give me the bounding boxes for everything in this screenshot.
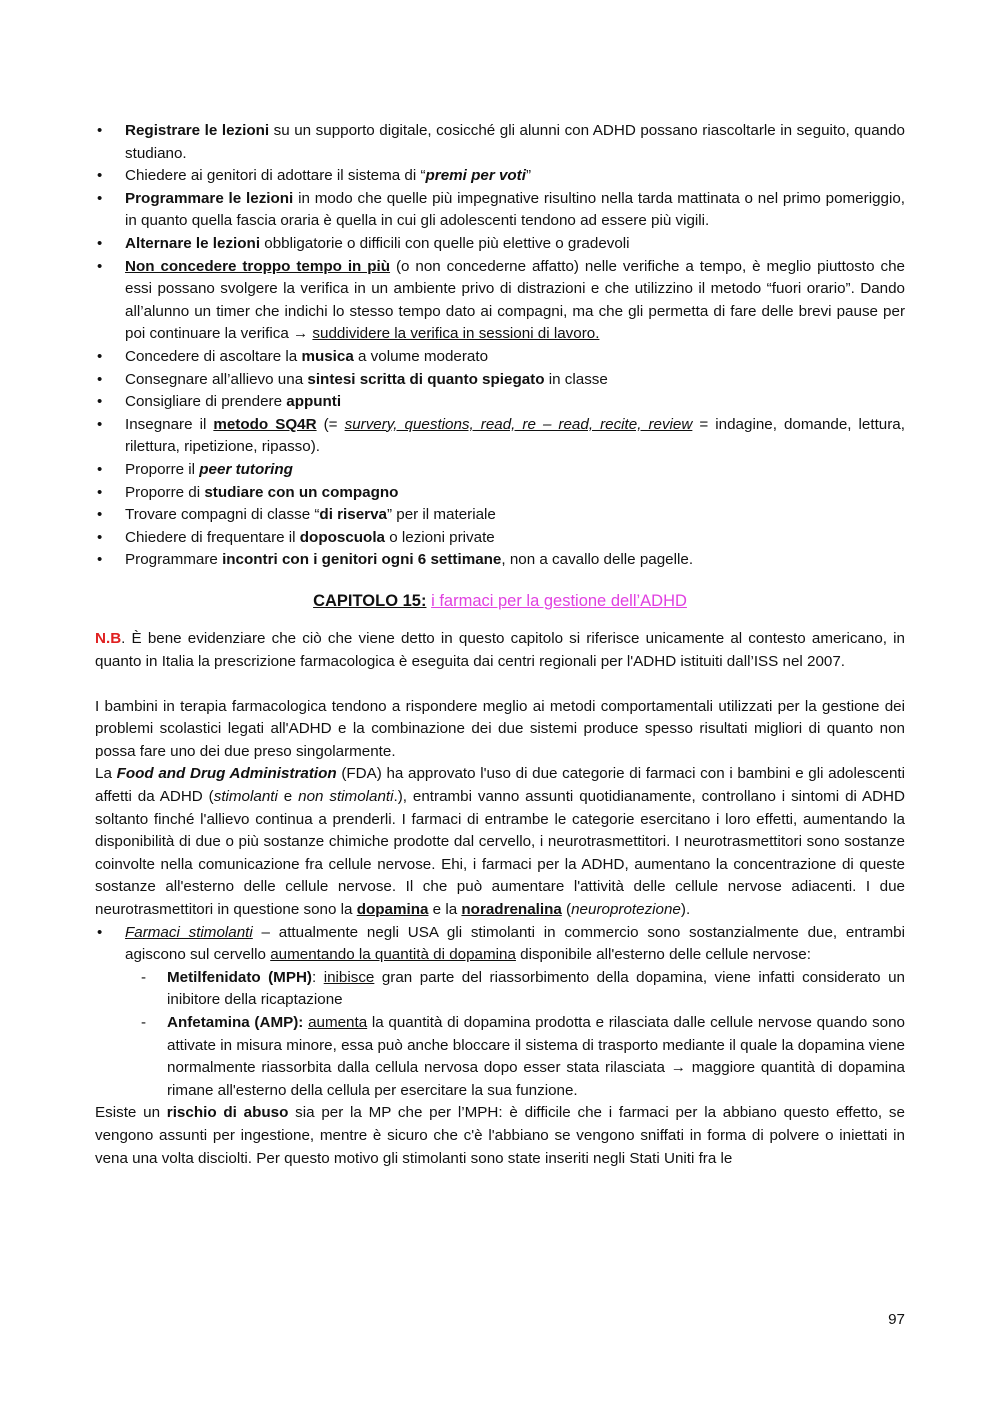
drugs-list xyxy=(95,967,905,1103)
text-run: obbligatorie o difficili con quelle più elettive o gradevoli xyxy=(260,234,630,252)
text-run: dopamina xyxy=(356,901,429,918)
text-run: : xyxy=(312,968,324,986)
text-run: Proporre di xyxy=(125,483,205,501)
text-run: ” xyxy=(525,167,532,185)
list-item xyxy=(95,482,905,505)
text-run: neuroprotezione xyxy=(571,901,681,918)
text-run: suddividere la verifica in sessioni di lavoro. xyxy=(312,325,600,343)
text-run: aumenta xyxy=(308,1013,368,1031)
text-run: aumentando la quantità di dopamina xyxy=(270,946,516,964)
text-run: sintesi scritta di quanto spiegato xyxy=(307,370,545,388)
stimulants-text xyxy=(125,924,905,964)
stimulants-list xyxy=(95,922,905,967)
text-run: Concedere di ascoltare la xyxy=(125,347,302,365)
list-item xyxy=(95,459,905,482)
document-page xyxy=(95,120,905,1170)
paragraph-fda xyxy=(95,763,905,921)
list-item xyxy=(95,527,905,550)
note-text: . È bene evidenziare che ciò che viene detto in questo capitolo si riferisce unicamente al contesto americano, in quanto in Italia la prescrizione farmacologica è eseguita dai centri regionali per l'ADHD istituiti dall’ISS nel 2007. xyxy=(95,630,905,671)
text-run: Esiste un xyxy=(95,1104,167,1122)
text-run: stimolanti xyxy=(213,788,278,806)
page-number: 97 xyxy=(888,1311,905,1328)
spacer xyxy=(95,674,905,696)
list-item-stimulants xyxy=(95,922,905,967)
list-item xyxy=(95,233,905,256)
text-run: premi per voti xyxy=(425,167,526,185)
chapter-title: i farmaci per la gestione dell’ADHD xyxy=(431,591,687,610)
drug-item-mph xyxy=(137,967,905,1012)
text-run: e la xyxy=(428,901,462,918)
text-run: Chiedere ai genitori di adottare il sistema di “ xyxy=(125,167,426,185)
text-run: (= xyxy=(316,415,345,433)
text-run: a volume moderato xyxy=(353,347,489,365)
chapter-heading xyxy=(95,590,905,613)
text-run: in modo che quelle più impegnative risultino nella tarda mattinata o nel primo pomeriggio, in quanto quella fascia oraria è quella in cui gli adolescenti tendono ad essere più vigili. xyxy=(125,189,905,230)
text-run: doposcuola xyxy=(299,528,385,546)
text-run: Programmare xyxy=(125,551,223,569)
text-run: metodo SQ4R xyxy=(213,415,317,433)
text-run: appunti xyxy=(286,393,342,411)
text-run: Food and Drug Administration xyxy=(116,765,337,783)
text-run: sia per la MP che per l’MPH: è difficile che i farmaci per la abbiano questo effetto, se vengono assunti per ingestione, mentre è sicuro che c'è l'abbiano se vengono sniffati in forma di polvere o iniettati in vena una volta disciolti. Per questo motivo gli stimolanti sono state inseriti negli Stati Uniti fra le xyxy=(95,1104,905,1167)
text-run: incontri con i genitori ogni 6 settimane xyxy=(222,551,502,569)
text-run: Proporre il xyxy=(125,460,200,478)
list-item xyxy=(95,391,905,414)
text-run: ). xyxy=(680,901,691,918)
list-item xyxy=(95,369,905,392)
text-run: peer tutoring xyxy=(199,460,293,478)
list-item xyxy=(95,188,905,233)
text-run: .), entrambi vanno assunti quotidianamente, controllano i sintomi di ADHD soltanto finché l'allievo continua a prenderli. I farmaci di entrambe le categorie esercitano i loro effetti, aumentando la disponibilità di due o più sostanze chimiche prodotte dal cervello, i neurotrasmettitori. I neurotrasmettitori sono sostanze coinvolte nella comunicazione fra cellule nervose. Ehi, i farmaci per la ADHD, aumentano la concentrazione di queste sostanze all'esterno delle cellule nervose. Il che può aumentare l'attività delle cellule nervose adiacenti. I due neurotrasmettitori in questione sono la xyxy=(95,788,905,918)
strategies-list xyxy=(95,120,905,572)
text-run: la quantità di dopamina prodotta e rilasciata dalle cellule nervose quando sono attivate in misura minore, essa può anche bloccare il sistema di trasporto mediante il quale la dopamina viene normalmente riassorbita dalla cellula nervosa dopo esser stata rilasciata → maggiore quantità di dopamina rimane all'esterno della cellula per esercitare la sua funzione. xyxy=(167,1013,905,1099)
text-run: ( xyxy=(561,901,572,918)
text-run: ” per il materiale xyxy=(386,506,496,524)
text-run: La xyxy=(95,765,117,783)
chapter-label: CAPITOLO 15: xyxy=(313,591,427,610)
paragraph-abuse xyxy=(95,1102,905,1170)
text-run: rischio di abuso xyxy=(166,1104,289,1122)
text-run: Consigliare di prendere xyxy=(125,393,287,411)
note-label: N.B xyxy=(95,630,122,648)
note-paragraph xyxy=(95,628,905,673)
text-run: (FDA) ha approvato l'uso di due categorie di farmaci con i bambini e gli adolescenti affetti da ADHD ( xyxy=(95,765,905,806)
text-run: Consegnare all’allievo una xyxy=(125,370,308,388)
text-run: – attualmente negli USA gli stimolanti in commercio sono sostanzialmente due, entrambi agiscono sul cervello xyxy=(125,923,905,964)
text-run: non stimolanti xyxy=(298,788,394,806)
text-run: Registrare le lezioni xyxy=(125,122,270,139)
text-run: Non concedere troppo tempo in più xyxy=(125,257,391,275)
text-run: di riserva xyxy=(319,506,387,524)
text-run: su un supporto digitale, cosicché gli alunni con ADHD possano riascoltarle in seguito, quando studiano. xyxy=(125,122,905,162)
list-item xyxy=(95,256,905,346)
text-run: Insegnare il xyxy=(125,415,214,433)
text-run: Farmaci stimolanti xyxy=(125,923,253,941)
list-item xyxy=(95,346,905,369)
text-run: Alternare le lezioni xyxy=(125,234,261,252)
list-item xyxy=(95,165,905,188)
text-run: gran parte del riassorbimento della dopamina, viene infatti considerato un inibitore della ricaptazione xyxy=(167,968,905,1009)
paragraph-therapy xyxy=(95,696,905,764)
text-run: Chiedere di frequentare il xyxy=(125,528,300,546)
text-run: Anfetamina (AMP): xyxy=(167,1013,304,1031)
text-run: in classe xyxy=(544,370,608,388)
text-run: Metilfenidato (MPH) xyxy=(167,968,312,986)
text-run: Programmare le lezioni xyxy=(125,189,294,207)
text-run: e xyxy=(277,788,299,806)
text-run: Trovare compagni di classe “ xyxy=(125,506,320,524)
text-run: survery, questions, read, re – read, recite, review xyxy=(344,415,693,433)
text-run: noradrenalina xyxy=(461,901,562,918)
text-run: o lezioni private xyxy=(385,528,495,546)
text-run: inibisce xyxy=(323,968,375,986)
text-run: = indagine, domande, lettura, rilettura, ripetizione, ripasso). xyxy=(125,415,905,456)
drug-item-amp xyxy=(137,1012,905,1102)
list-item xyxy=(95,414,905,459)
list-item xyxy=(95,549,905,572)
text-run: (o non concederne affatto) nelle verifiche a tempo, è meglio piuttosto che essi possano svolgere la verifica in un ambiente privo di distrazioni e che utilizzino il metodo “fuori orario”. Dando all’alunno un timer che indichi lo stesso tempo dato ai compagni, ma che gli permetta di fare delle brevi pause per poi continuare la verifica → xyxy=(125,257,905,343)
text-run: I bambini in terapia farmacologica tendono a rispondere meglio ai metodi comportamentali utilizzati per la gestione dei problemi scolastici legati all'ADHD e la combinazione dei due sistemi produce spesso risultati migliori di quanto non possa fare uno dei due preso singolarmente. xyxy=(95,697,905,760)
text-run: musica xyxy=(301,347,354,365)
text-run: disponibile all'esterno delle cellule nervose: xyxy=(515,946,811,964)
text-run: studiare con un compagno xyxy=(204,483,399,501)
text-run: , non a cavallo delle pagelle. xyxy=(501,551,694,569)
list-item xyxy=(95,504,905,527)
list-item xyxy=(95,120,905,165)
